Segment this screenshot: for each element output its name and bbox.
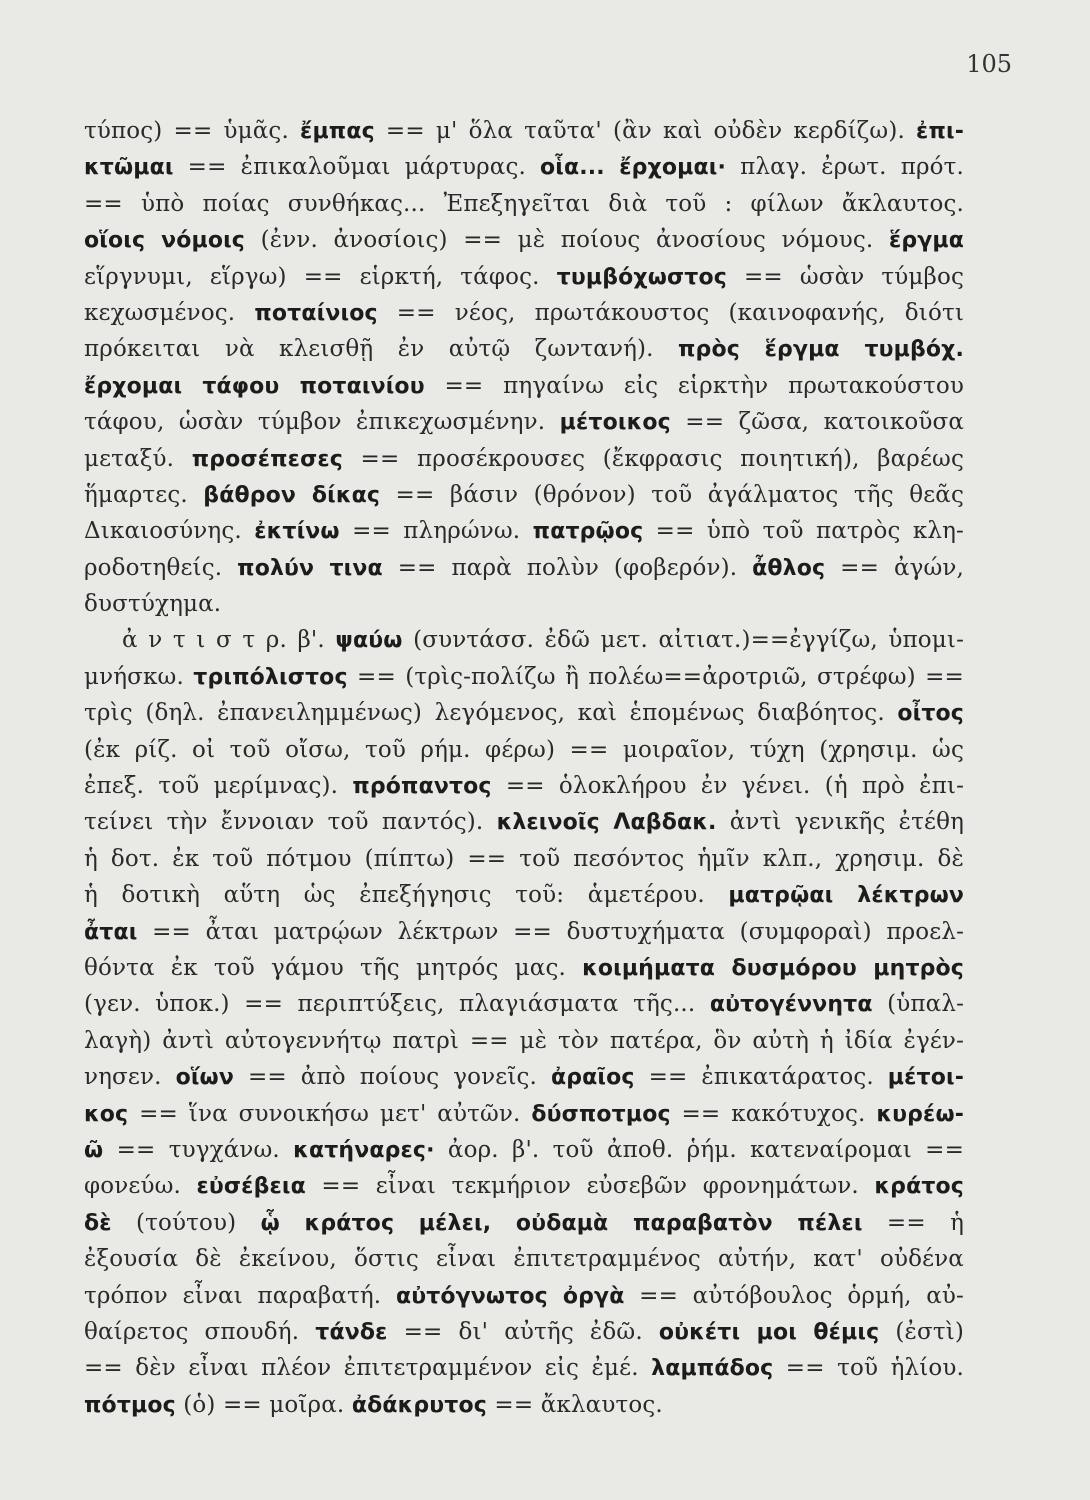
headword: εὐσέβεια <box>196 1174 306 1200</box>
gloss-text: κεχωσμένος. <box>84 299 255 326</box>
gloss-text: == πηγαίνω εἰς εἱρκτὴν πρωτακούστου <box>424 372 964 399</box>
gloss-text: μνήσκω. <box>84 663 194 690</box>
gloss-text: νησεν. <box>84 1064 176 1091</box>
headword: ῶ <box>84 1137 104 1163</box>
text-line <box>84 1278 964 1314</box>
text-line <box>84 841 964 877</box>
gloss-text: == δι' αὐτῆς ἐδῶ. <box>387 1318 659 1345</box>
headword: ψαύω <box>335 628 403 654</box>
headword: οἶτος <box>897 701 964 727</box>
gloss-text: == ἀπὸ ποίους γονεῖς. <box>233 1064 551 1091</box>
commentary-text <box>84 113 964 1423</box>
headword: τάνδε <box>315 1319 388 1345</box>
gloss-text: == παρὰ πολὺν (φοβερόν). <box>382 554 753 581</box>
text-line <box>84 186 964 222</box>
text-line <box>84 659 964 695</box>
text-line <box>84 695 964 731</box>
gloss-text: (ἐνν. ἀνοσίοις) == μὲ ποίους ἀνοσίους νόμους. <box>245 227 889 254</box>
text-line <box>84 368 964 404</box>
headword: λαμπάδος <box>651 1356 774 1382</box>
headword: πατρῷος <box>532 519 644 545</box>
headword: ἐπι- <box>916 119 964 144</box>
gloss-text: == αὐτόβουλος ὁρμή, αὐ- <box>624 1282 964 1309</box>
headword: κλεινοῖς Λαβδακ. <box>496 810 717 836</box>
gloss-text: ἀ ν τ ι σ τ ρ. β'. <box>122 627 336 654</box>
gloss-text: φονεύω. <box>84 1173 197 1200</box>
headword: κτῶμαι <box>84 155 174 181</box>
text-line <box>84 986 964 1022</box>
gloss-text: ροδοτηθείς. <box>84 554 238 581</box>
page-number: 105 <box>966 50 1012 78</box>
text-line <box>84 149 964 185</box>
gloss-text: (ὑπαλ- <box>872 991 964 1018</box>
headword: πότμος <box>84 1392 176 1418</box>
gloss-text: ἥμαρτες. <box>84 481 204 508</box>
headword: αὐτογέννητα <box>709 992 873 1018</box>
gloss-text: == κακότυχος. <box>670 1100 877 1127</box>
gloss-text: εἵργνυμι, εἵργω) == εἱρκτή, τάφος. <box>84 263 557 290</box>
gloss-text: πρόκειται νὰ κλεισθῇ ἐν αὐτῷ ζωντανή). <box>84 336 678 363</box>
headword: οὐκέτι μοι θέμις <box>658 1319 880 1345</box>
gloss-text: == ὑπὸ τοῦ πατρὸς κλη- <box>643 518 964 545</box>
text-line <box>84 113 964 149</box>
text-line <box>84 441 964 477</box>
gloss-text: == ἄκλαυτος. <box>486 1391 663 1418</box>
gloss-text: δυστύχημα. <box>84 591 222 618</box>
headword: κοιμήματα δυσμόρου μητρὸς <box>582 955 964 981</box>
headword: κος <box>84 1101 129 1127</box>
gloss-text: ἀντὶ γενικῆς ἐτέθη <box>716 809 964 836</box>
text-line <box>84 914 964 950</box>
headword: οἷα... ἔρχομαι· <box>540 155 726 181</box>
gloss-text: Δικαιοσύνης. <box>84 518 255 545</box>
gloss-text: == νέος, πρωτάκουστος (καινοφανής, διότι <box>377 299 964 326</box>
headword: ἆθλος <box>752 555 826 581</box>
headword: ἔρχομαι τάφου ποταινίου <box>84 373 425 399</box>
headword: οἵοις νόμοις <box>84 228 246 254</box>
gloss-text: == (τρὶς-πολίζω ἢ πολέω==ἀροτριῶ, στρέφω) == <box>347 663 964 690</box>
gloss-text: τρόπον εἶναι παραβατή. <box>84 1282 396 1309</box>
gloss-text: == βάσιν (θρόνον) τοῦ ἀγάλματος τῆς θεᾶς <box>380 481 964 508</box>
gloss-text: πλαγ. ἐρωτ. πρότ. <box>726 154 964 181</box>
text-line <box>84 768 964 804</box>
text-line <box>84 550 964 586</box>
headword: πολύν τινα <box>237 555 383 581</box>
gloss-text: == ὁλοκλήρου ἐν γένει. (ἡ πρὸ ἐπι- <box>491 773 964 800</box>
headword: ἀδάκρυτος <box>351 1392 487 1418</box>
gloss-text: == εἶναι τεκμήριον εὐσεβῶν φρονημάτων. <box>305 1173 875 1200</box>
text-line <box>84 1205 964 1241</box>
headword: βάθρον δίκας <box>203 482 381 508</box>
gloss-text: == προσέκρουσες (ἔκφρασις ποιητική), βαρέως <box>342 445 964 472</box>
text-line <box>84 1168 964 1204</box>
gloss-text: λαγὴ) ἀντὶ αὐτογεννήτῳ πατρὶ == μὲ τὸν πατέρα, ὃν αὐτὴ ἡ ἰδία ἐγέν- <box>84 1027 964 1054</box>
headword: αὐτόγνωτος ὀργὰ <box>395 1283 625 1309</box>
headword: τυμβόχωστος <box>556 264 727 290</box>
gloss-text: τείνει τὴν ἔννοιαν τοῦ παντός). <box>84 809 497 836</box>
headword: ματρῷαι λέκτρων <box>728 883 964 909</box>
text-line <box>84 295 964 331</box>
gloss-text: == μ' ὅλα ταῦτα' (ἂν καὶ οὐδὲν κερδίζω). <box>374 118 917 144</box>
gloss-text: τάφου, ὡσὰν τύμβον ἐπικεχωσμένην. <box>84 409 560 436</box>
gloss-text: μεταξύ. <box>84 445 192 472</box>
headword: ἔμπας <box>300 119 375 144</box>
gloss-text: τρὶς (δηλ. ἐπανειλημμένως) λεγόμενος, καὶ ἑπομένως διαβόητος. <box>84 700 898 727</box>
gloss-text: (ἐστὶ) <box>879 1318 964 1345</box>
headword: ᾧ κράτος μέλει, οὐδαμὰ παραβατὸν πέλει <box>260 1210 863 1236</box>
headword: δύσποτμος <box>531 1101 671 1127</box>
gloss-text: (συντάσσ. ἐδῶ μετ. αἰτιατ.)==ἐγγίζω, ὑπομι- <box>402 627 964 654</box>
text-line <box>84 586 964 622</box>
text-line <box>84 1132 964 1168</box>
text-line <box>84 732 964 768</box>
text-line <box>84 1387 964 1423</box>
text-line <box>84 404 964 440</box>
gloss-text: == ὡσὰν τύμβος <box>726 263 964 290</box>
text-line <box>84 259 964 295</box>
gloss-text: ἐξουσία δὲ ἐκείνου, ὅστις εἶναι ἐπιτετραμμένος αὐτήν, κατ' οὐδένα <box>84 1246 964 1273</box>
headword: πρὸς ἕργμα τυμβόχ. <box>678 337 964 363</box>
headword: πρόπαντος <box>352 774 492 800</box>
text-line <box>84 877 964 913</box>
gloss-text: == δὲν εἶναι πλέον ἐπιτετραμμένον εἰς ἐμέ. <box>84 1355 652 1382</box>
text-line <box>84 513 964 549</box>
text-line <box>84 331 964 367</box>
headword: ἆται <box>84 919 138 945</box>
text-line <box>84 1241 964 1277</box>
gloss-text: == ἐπικατάρατος. <box>634 1064 888 1091</box>
gloss-text: == ἡ <box>862 1209 964 1236</box>
gloss-text: τύπος) == ὑμᾶς. <box>84 118 301 144</box>
headword: προσέπεσες <box>191 446 343 472</box>
text-line <box>84 477 964 513</box>
text-line <box>84 1023 964 1059</box>
headword: μέτοικος <box>559 410 671 436</box>
gloss-text: (τούτου) <box>111 1209 261 1236</box>
headword: ἕργμα <box>888 228 964 254</box>
gloss-text: (γεν. ὑποκ.) == περιπτύξεις, πλαγιάσματα τῆς... <box>84 991 710 1018</box>
headword: ἀραῖος <box>551 1065 635 1091</box>
gloss-text: ἡ δοτικὴ αὕτη ὡς ἐπεξήγησις τοῦ: ἁμετέρου. <box>84 882 729 909</box>
gloss-text: (ὁ) == μοῖρα. <box>175 1391 352 1418</box>
headword: κυρέω- <box>876 1101 964 1127</box>
gloss-text: == ἵνα συνοικήσω μετ' αὐτῶν. <box>128 1100 532 1127</box>
text-line <box>84 804 964 840</box>
text-line <box>84 1314 964 1350</box>
headword: κατήναρες· <box>293 1137 435 1163</box>
text-line <box>84 1096 964 1132</box>
gloss-text: == ἀγών, <box>825 554 964 581</box>
gloss-text: == ὑπὸ ποίας συνθήκας... Ἐπεξηγεῖται διὰ τοῦ : φίλων ἄκλαυτος. <box>84 190 964 217</box>
text-line <box>84 1350 964 1386</box>
gloss-text: == ζῶσα, κατοικοῦσα <box>670 409 964 436</box>
gloss-text: == πληρώνω. <box>339 518 533 545</box>
headword: μέτοι- <box>887 1065 964 1091</box>
headword: τριπόλιστος <box>193 664 348 690</box>
headword: δὲ <box>84 1210 112 1236</box>
headword: οἵων <box>175 1065 234 1091</box>
headword: κράτος <box>874 1174 964 1200</box>
gloss-text: ἐπεξ. τοῦ μερίμνας). <box>84 773 353 800</box>
headword: ποταίνιος <box>254 300 378 326</box>
gloss-text: == ἐπικαλοῦμαι μάρτυρας. <box>173 154 541 181</box>
gloss-text: ἀορ. β'. τοῦ ἀποθ. ῥήμ. κατεναίρομαι == <box>434 1136 964 1163</box>
gloss-text: ἡ δοτ. ἐκ τοῦ πότμου (πίπτω) == τοῦ πεσόντος ἡμῖν κλπ., χρησιμ. δὲ <box>84 845 964 872</box>
headword: ἐκτίνω <box>254 519 340 545</box>
gloss-text: θόντα ἐκ τοῦ γάμου τῆς μητρός μας. <box>84 954 583 981</box>
text-line <box>84 622 964 658</box>
gloss-text: == ἆται ματρῴων λέκτρων == δυστυχήματα (συμφοραὶ) προελ- <box>137 918 964 945</box>
text-line <box>84 950 964 986</box>
gloss-text: == τοῦ ἡλίου. <box>773 1355 964 1382</box>
text-line <box>84 222 964 258</box>
gloss-text: == τυγχάνω. <box>103 1136 294 1163</box>
gloss-text: (ἐκ ρίζ. οἰ τοῦ οἴσω, τοῦ ρήμ. φέρω) == μοιραῖον, τύχη (χρησιμ. ὡς <box>84 736 964 763</box>
gloss-text: θαίρετος σπουδή. <box>84 1318 316 1345</box>
text-line <box>84 1059 964 1095</box>
